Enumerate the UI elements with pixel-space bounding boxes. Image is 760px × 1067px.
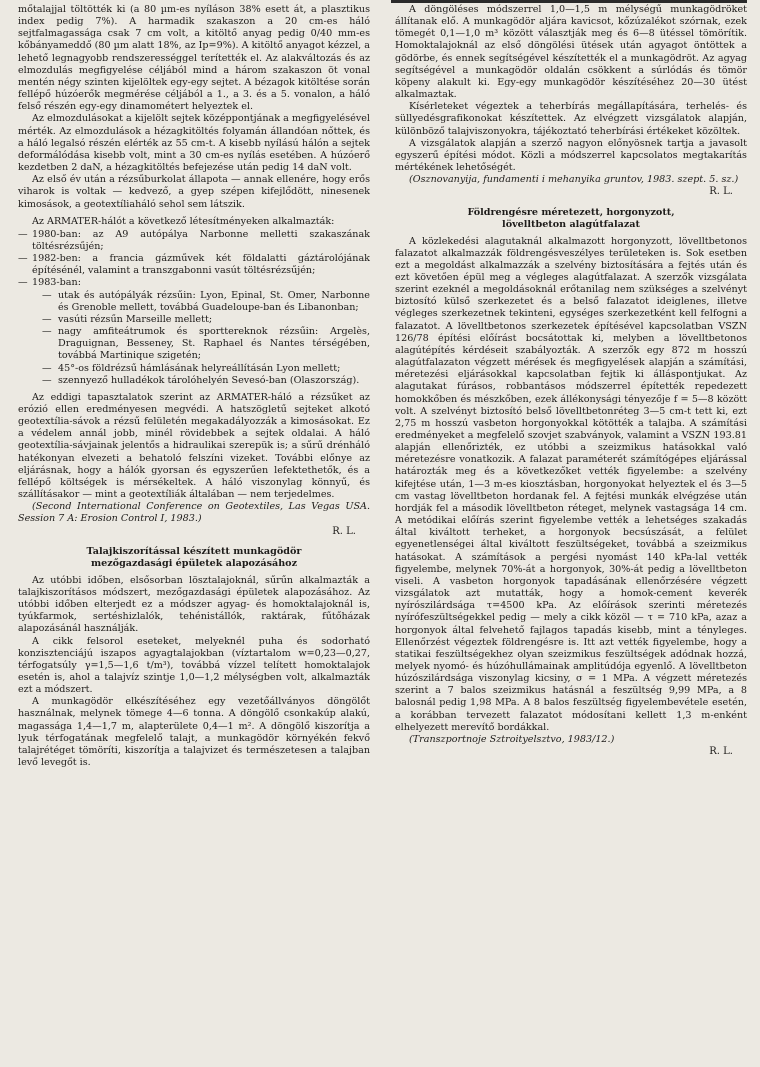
list-item-label: 1983-ban: bbox=[32, 277, 81, 289]
author-signature: R. L. bbox=[332, 525, 356, 537]
right-column bbox=[395, 4, 747, 769]
paragraph: mőtalajjal töltötték ki (a 80 µm-es nyíláson 38% esett át, a plasztikus index pedig 7%). A harmadik szakaszon a 20 cm-es háló sejtfalmagassága csak 7 cm volt, a kitöltő anyag pedig 0/40 mm-es kőbányameddő (80 µm alatt 18%, az Ip=9%). A kitöltő anyagot kézzel, a lehető legnagyobb rendszerességgel terítették el. Az alakváltozás és az elmozdulás megfigyelése céljából mind a három szakaszon öt vonal mentén négy szinten kijelöltek egy-egy sejtet. A bézagok kitöltése során fellépő húzóerők megmérése céljából a 1., a 3. és a 5. vonalon, a háló felső részén egy-egy dinamométert helyeztek el. bbox=[18, 4, 370, 113]
source-citation: (Osznovanyija, fundamenti i mehanyika gruntov, 1983. szept. 5. sz.) bbox=[409, 174, 739, 186]
paragraph: Az eddigi tapasztalatok szerint az ARMATER-háló a rézsűket az erózió ellen eredményesen megvédi. A hatszögletű sejteket alkotó geotextília-sávok a rézsű felületén megakadályozzák a kimosásokat. Ez a védelem annál jobb, minél rövidebbek a sejtek oldalai. A háló geotextília-sávjainak jelentős a hidraulikai szerepük is; a sűrű drénháló hatékonyan elvezeti a behatoló felszíni vizeket. További előnye az eljárásnak, hogy a hálók gyorsan és egyszerűen lefektethetők, és a fellépő költségek is mérsékeltek. A háló viszonylag könnyű, és szállításakor — mint a geotextíliák általában — nem terjedelmes. bbox=[18, 391, 370, 501]
sub-list-item: — nagy amfiteátrumok és sporttereknok rézsűin: Argelès, Draguignan, Besseney, St. Raphael és Nantes térségében, továbbá Martinique szigetén; bbox=[42, 326, 370, 362]
sub-list-item: — vasúti rézsűn Marseille mellett; bbox=[42, 314, 370, 326]
sub-list-item: — 45°-os földrézsű hámlásának helyreállításán Lyon mellett; bbox=[42, 363, 370, 375]
heading-line: lövelltbeton alagútfalazat bbox=[502, 218, 640, 230]
armater-intro: Az ARMATER-hálót a következő létesítményeken alkalmazták: bbox=[32, 215, 335, 227]
sub-list bbox=[32, 290, 370, 387]
paragraph: Az utóbbi időben, elsősorban lösztalajoknál, sűrűn alkalmazták a talajkiszorításos módszert, mezőgazdasági épületek alapozásához. Az utóbbi időben elterjedt ez a módszer agyag- és homoktalajoknál is, tyúkfarmok, sertéshizlalók, tehénistállók, raktárak, fűtőházak alapozásánál használják. bbox=[18, 574, 370, 635]
source-citation: (Second International Conference on Geotextiles, Las Vegas USA. Session 7 A: Erosion Control I, 1983.) bbox=[18, 501, 370, 525]
left-column bbox=[18, 4, 370, 769]
article-heading bbox=[18, 546, 370, 570]
paragraph: A cikk felsorol eseteket, melyeknél puha és sodorható konzisztenciájú iszapos agyagtalajokban (víztartalom w=0,23—0,27, térfogatsúly γ=1,5—1,6 t/m³), továbbá vízzel telített homoktalajok esetén is, ahol a talajvíz szintje 1,0—1,2 mélységben volt, alkalmazták ezt a módszert. bbox=[18, 635, 370, 696]
paragraph: Az elmozdulásokat a kijelölt sejtek középpontjának a megfigyelésével mérték. Az elmozdulások a hézagkitöltés folyamán állandóan nőttek, és a háló legalsó részén elérték az 55 cm-t. A kisebb nyílású hálón a sejtek deformálódása kisebb volt, mint a 30 cm-es nyílás esetében. A húzóerő kezdetben 2 daN, a hézagkitöltés befejezése után pedig 14 daN volt. bbox=[18, 113, 370, 174]
list-item: — 1980-ban: az A9 autópálya Narbonne melletti szakaszának töltésrézsűjén; bbox=[18, 229, 370, 253]
list-item bbox=[18, 277, 370, 386]
paragraph: A munkagödör elkészítéséhez egy vezetőállványos döngölőt használnak, melynek tömege 4—6 tonna. A döngölő csonkakúp alakú, magassága 1,4—1,7 m, alapterülete 0,4—1 m². A döngölő kiszorítja a lyuk térfogatának megfelelő talajt, a munkagödör környékén fekvő talajrétéget tömöríti, kiszorítja a talajvizet és természetesen a talajban levő levegőt is. bbox=[18, 696, 370, 769]
paragraph: A közlekedési alagutaknál alkalmazott horgonyzott, lövelltbetonos falazatot alkalmazzák földrengésveszélyes területeken is. Sok esetben ezt a megoldást alkalmazzák a szelvény biztosítására a fejtés után és ezt követően épül meg a végleges alagútfalazat. A szerzők vizsgálata szerint ezeknél a megoldásoknál erőtanilag nem szükséges a szelvényt biztosító külső szerkezetet és a belső falazatot ideiglenes, illetve végleges szerkezetnek tekinteni, egységes szerkezetként kell felfogni a falazatot. A lövelltbetonos szerkezetek építésével kapcsolatban VSZN 126/78 építési előírást bocsátottak ki, melyben a lövelltbetonos alagútépítés kérdéseit szabályozták. A szerzők egy 872 m hosszú alagútfalazaton végzett mérések és megfigyelések alapján a számítási, méretezési eljárásokkal kapcsolatban fejtik ki álláspontjukat. Az alagutakat fúrásos, robbantásos módszerrel építették repedezett homokkőben és mészkőben, ezek állékonysági tényezője f = 5—8 között volt. A szelvényt biztosító belső lövelltbetonréteg 3—5 cm-t tett ki, ezt 2,75 m hosszú vasbeton horgonyokkal kötötték a talajba. A számítási eredményeket a megfelelő szovjet szabványok, valamint a VSZN 193.81 alapján ellenőrizték, ez utóbbi a szeizmikus hatásokkal való méretezésre vonatkozik. A falazat paraméterét számítógépes eljárással határozták meg és a következőket vették figyelembe: a szelvény kifejtése után, 1—3 m-es kiosztásban, horgonyokat helyeztek el és 3—5 cm vastag lövelltbeton hordanak fel. A fejtési munkák elvégzése után hordják fel a második lövelltbeton réteget, melynek vastagsága 14 cm. A metódikai előírás szerint figyelembe vették a lehetséges szakadás által kiváltott terheket, a horgonyok becsúszását, a felület egyenetlenségei által kiváltott feszültségeket, továbbá a szeizmikus hatásokat. A számítások a pergési nyomást 140 kPa-lal vették figyelembe, melynek 70%-át a horgonyok, 30%-át pedig a lövelltbeton viseli. A vasbeton horgonyok tapadásának ellenőrzésére végzett vizsgálatok azt mutatták, hogy a homok-cement keverék nyírószilárdsága τ=4500 kPa. Az előírások szerinti méretezés nyírófeszültségekkel pedig — mely a cikk közöl — τ = 710 kPa, azaz a horgonyok által felvehető fajlagos tapadás kisebb, mint a tényleges. Ellenőrzést végeztek földrengésre is. Itt azt vették figyelembe, hogy a statikai feszültségekhez olyan szeizmikus feszültségek adódnak hozzá, melyek nyomó- és húzóhullámainak amplitúdója egyenlő. A lövelltbeton húzószilárdsága viszonylag kicsiny, σ = 1 MPa. A végzett méretezés szerint a 7 balos szeizmikus hatásnál a feszültség 9,99 MPa, a 8 balosnál pedig 1,98 MPa. A 8 balos feszültség figyelembevétele esetén, a korábban tervezett falazatot módosítani kellett 1,3 m-enként elhelyezett merevítő bordákkal. bbox=[395, 235, 747, 733]
sub-list-item: — szennyező hulladékok tárolóhelyén Sevesó-ban (Olaszország). bbox=[42, 375, 370, 387]
heading-line: Földrengésre méretezett, horgonyzott, bbox=[467, 206, 675, 218]
heading-line: mezőgazdasági épületek alapozásához bbox=[90, 557, 298, 569]
heading-line: Talajkiszorítással készített munkagödör bbox=[86, 545, 302, 557]
author-signature: R. L. bbox=[709, 746, 733, 758]
article-heading bbox=[395, 207, 747, 231]
paragraph: Az első év után a rézsűburkolat állapota — annak ellenére, hogy erős viharok is voltak — kedvező, a gyep szépen kifejlődött, ninesenek kimosások, a geotextíliaháló sehol sem látszik. bbox=[18, 174, 370, 210]
paragraph: Kísérleteket végeztek a teherbírás megállapítására, terhelés- és süllyedésgrafikonokat készítettek. Az elvégzett vizsgálatok alapján, különböző talajviszonyokra, tájékoztató teherbírási értékeket közöltek. bbox=[395, 101, 747, 137]
source-citation: (Transzportnoje Sztroityelsztvo, 1983/12.) bbox=[409, 733, 615, 745]
paragraph: A vizsgálatok alapján a szerző nagyon előnyösnek tartja a javasolt egyszerű építési módot. Közli a módszerrel kapcsolatos megtakarítás mértékének lehetőségét. bbox=[395, 137, 747, 174]
paragraph: A döngöléses módszerrel 1,0—1,5 m mélységű munkagödröket állítanak elő. A munkagödör aljára kavicsot, kőzúzalékot szórnak, ezek tömegét 0,1—1,0 m³ között választják meg és 6—8 ütéssel tömörítik. Homoktalajoknál az első döngölési ütések után agyagot öntöttek a gödörbe, és ennek segítségével készítették el a munkagödröt. Az agyag segítségével a munkagödör oldalán csökkent a súrlódás és tömör köpeny alakult ki. Egy-egy munkagödör készítéséhez 20—30 ütést alkalmaztak. bbox=[395, 4, 747, 101]
sub-list-item: — utak és autópályák rézsűin: Lyon, Epinal, St. Omer, Narbonne és Grenoble mellett, továbbá Guadeloupe-ban és Libanonban; bbox=[42, 290, 370, 314]
author-signature: R. L. bbox=[709, 186, 733, 198]
top-rule bbox=[391, 0, 747, 3]
list-item: — 1982-ben: a francia gázművek két földalatti gáztárolójának építésénél, valamint a transzgabonni vasút töltésrézsűjén; bbox=[18, 253, 370, 277]
application-list bbox=[18, 229, 370, 387]
